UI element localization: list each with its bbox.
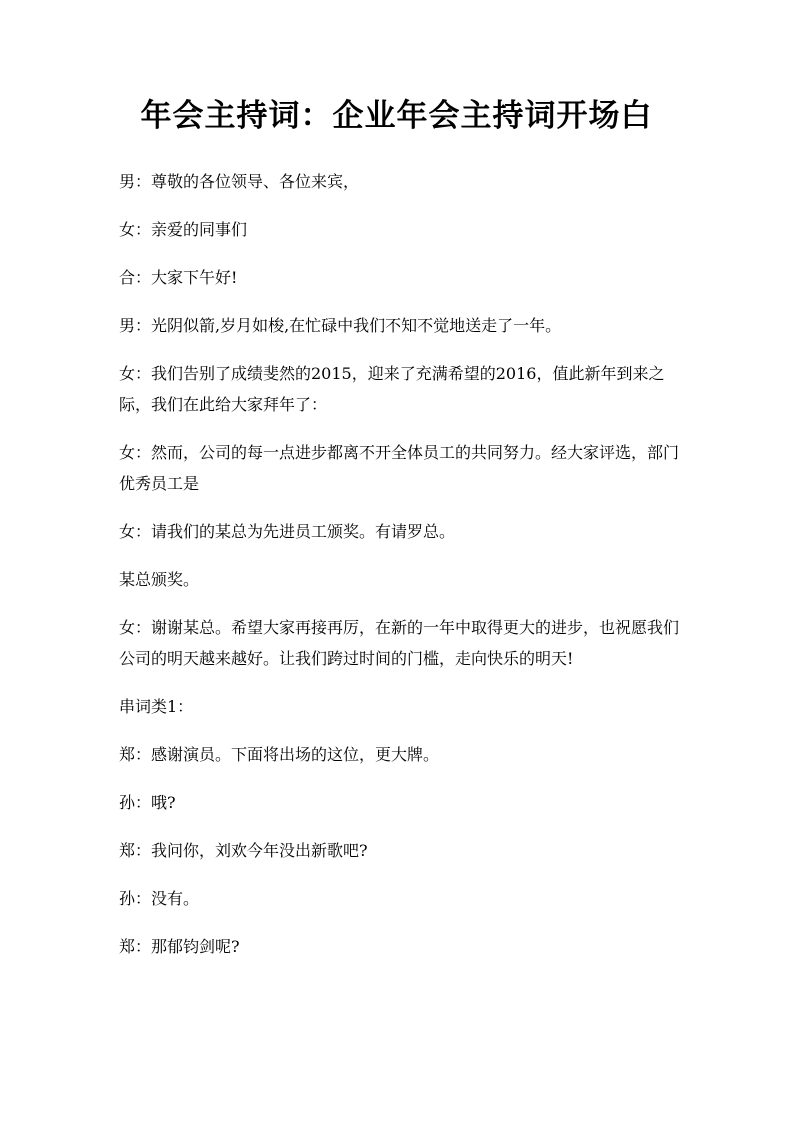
- paragraph-8: 某总颁奖。: [119, 570, 200, 589]
- paragraph-11: 郑：感谢演员。下面将出场的这位，更大牌。: [119, 745, 440, 764]
- paragraph-6: 女：然而，公司的每一点进步都离不开全体员工的共同努力。经大家评选，部门优秀员工是: [119, 443, 680, 493]
- paragraph-3: 合：大家下午好!: [119, 268, 238, 287]
- paragraph-2: 女：亲爱的同事们: [119, 220, 248, 239]
- paragraph-14: 孙：没有。: [119, 889, 200, 908]
- paragraph-1: 男：尊敬的各位领导、各位来宾，: [119, 172, 360, 191]
- document-title: 年会主持词：企业年会主持词开场白: [140, 98, 653, 134]
- paragraph-7: 女：请我们的某总为先进员工颁奖。有请罗总。: [119, 522, 456, 541]
- paragraph-4: 男：光阴似箭,岁月如梭,在忙碌中我们不知不觉地送走了一年。: [119, 316, 562, 335]
- paragraph-15: 郑：那郁钧剑呢?: [119, 937, 240, 956]
- paragraph-9: 女：谢谢某总。希望大家再接再厉，在新的一年中取得更大的进步，也祝愿我们公司的明天越来越好。让我们跨过时间的门槛，走向快乐的明天!: [119, 618, 680, 668]
- document-body: [119, 166, 679, 979]
- paragraph-12: 孙：哦?: [119, 793, 176, 812]
- paragraph-13: 郑：我问你，刘欢今年没出新歌吧?: [119, 841, 368, 860]
- paragraph-5: 女：我们告别了成绩斐然的2015，迎来了充满希望的2016，值此新年到来之际，我们在此给大家拜年了：: [119, 364, 665, 414]
- paragraph-10: 串词类1：: [119, 697, 194, 716]
